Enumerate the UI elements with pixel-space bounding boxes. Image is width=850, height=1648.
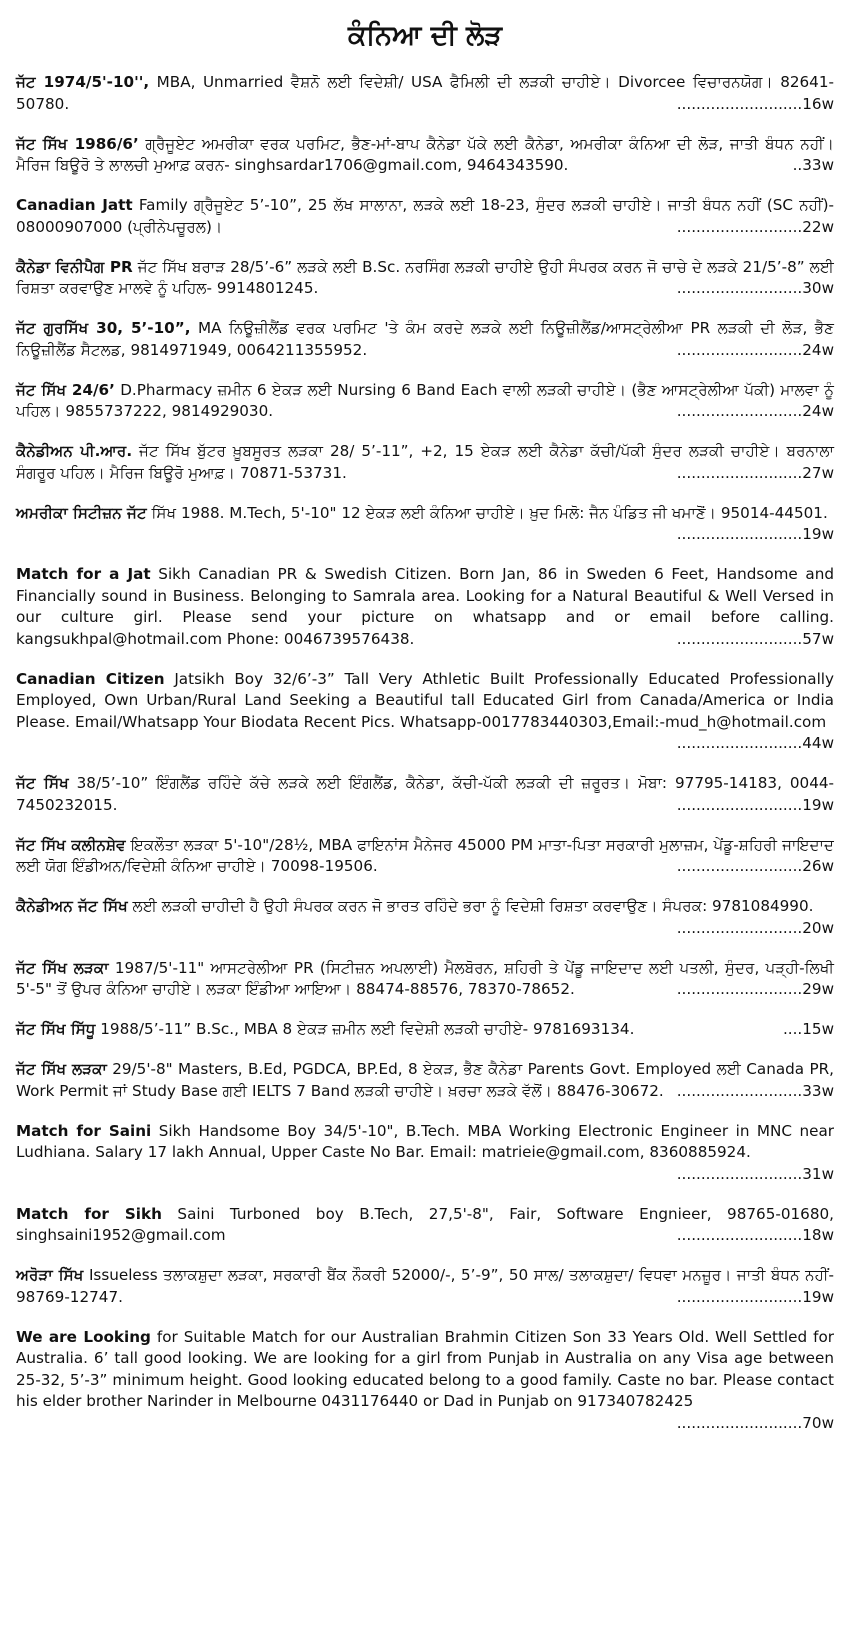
classified-ad	[16, 380, 834, 423]
ad-ref: ..........................20w	[676, 918, 834, 937]
ad-lead: ਜੱਟ ਸਿੱਖ ਲੜਕਾ	[16, 1060, 107, 1078]
ad-lead: ਕੈਨੇਡੀਅਨ ਪੀ.ਆਰ.	[16, 442, 133, 460]
ad-ref: ..........................30w	[676, 279, 834, 297]
classified-ad	[16, 441, 834, 484]
classified-ad	[16, 773, 834, 816]
ad-ref: ..........................16w	[676, 94, 834, 113]
classified-ad	[16, 318, 834, 361]
ad-lead: ਅਰੋੜਾ ਸਿੱਖ	[16, 1266, 84, 1284]
ad-body: D.Pharmacy ਜ਼ਮੀਨ 6 ਏਕੜ ਲਈ Nursing 6 Band Each ਵਾਲੀ ਲੜਕੀ ਚਾਹੀਏ। (ਭੈਣ ਆਸਟ੍ਰੇਲੀਆ ਪੱਕੀ) ਮਾਲਵਾ ਨੂੰ ਪਹਿਲ। 9855737222, 9814929030.	[16, 380, 834, 420]
ad-ref: ..........................19w	[676, 795, 834, 814]
ad-ref: ..........................24w	[676, 402, 834, 420]
ad-ref: ..........................19w	[676, 525, 834, 543]
ad-body: Jatsikh Boy 32/6’-3” Tall Very Athletic Built Professionally Educated Professionally Employed, Own Urban/Rural Land Seeking a Beautiful tall Educated Girl from Canada/America or India Please. Email/Whatsapp Your Biodata Recent Pics. Whatsapp-0017783440303,Email:-mud_h@hotmail.com	[16, 669, 834, 731]
ad-lead: ਜੱਟ ਸਿੱਖ ਸਿੱਧੂ	[16, 1020, 96, 1038]
ad-lead: ਜੱਟ ਸਿੱਖ	[16, 774, 69, 792]
page-title: ਕੰਨਿਆ ਦੀ ਲੋੜ	[347, 20, 503, 51]
classified-ad	[16, 896, 834, 939]
ad-lead: ਅਮਰੀਕਾ ਸਿਟੀਜ਼ਨ ਜੱਟ	[16, 503, 147, 522]
classified-ad	[16, 835, 834, 878]
ad-lead: ਕੈਨੇਡੀਅਨ ਜੱਟ ਸਿੱਖ	[16, 897, 128, 915]
ad-ref: ..........................26w	[676, 857, 834, 875]
classified-ad	[16, 1204, 834, 1247]
ad-body: 1987/5'-11" ਆਸਟਰੇਲੀਆ PR (ਸਿਟੀਜ਼ਨ ਅਪਲਾਈ) ਮੈਲਬੋਰਨ, ਸ਼ਹਿਰੀ ਤੇ ਪੇਂਡੂ ਜਾਇਦਾਦ ਲਈ ਪਤਲੀ, ਸੁੰਦਰ, ਪੜ੍ਹੀ-ਲਿਖੀ 5'-5" ਤੋਂ ਉਪਰ ਕੰਨਿਆ ਚਾਹੀਏ। ਲੜਕਾ ਇੰਡੀਆ ਆਇਆ। 88474-88576, 78370-78652.	[16, 958, 835, 998]
ad-body: ਜੱਟ ਸਿੱਖ ਬੁੱਟਰ ਖ਼ੂਬਸੂਰਤ ਲੜਕਾ 28/ 5’-11”, +2, 15 ਏਕੜ ਲਈ ਕੈਨੇਡਾ ਕੱਚੀ/ਪੱਕੀ ਸੁੰਦਰ ਲੜਕੀ ਚਾਹੀਏ। ਬਰਨਾਲਾ ਸੰਗਰੂਰ ਪਹਿਲ। ਮੈਰਿਜ ਬਿਊਰੋ ਮੁਆਫ਼। 70871-53731.	[16, 442, 834, 482]
ad-body: MBA, Unmarried ਵੈਸ਼ਨੋ ਲਈ ਵਿਦੇਸ਼ੀ/ USA ਫੈਮਿਲੀ ਦੀ ਲੜਕੀ ਚਾਹੀਏ। Divorcee ਵਿਚਾਰਨਯੋਗ। 82641-50780.	[16, 73, 834, 113]
classified-ad	[16, 1121, 834, 1186]
ad-body: ਸਿੱਖ 1988. M.Tech, 5'-10" 12 ਏਕੜ ਲਈ ਕੰਨਿਆ ਚਾਹੀਏ। ਖ਼ੁਦ ਮਿਲੋ: ਜੈਨ ਪੰਡਿਤ ਜੀ ਖਮਾਣੋਂ। 95014-44501.	[146, 503, 828, 522]
ad-body: for Suitable Match for our Australian Brahmin Citizen Son 33 Years Old. Well Settled for Australia. 6’ tall good looking. We are looking for a girl from Punjab in Australia on any Visa age between 25-32, 5’-3” minimum height. Good looking educated belong to a good family. Caste no bar. Please contact his elder brother Narinder in Melbourne 0431176440 or Dad in Punjab on 917340782425	[16, 1327, 834, 1410]
ad-lead: ਕੈਨੇਡਾ ਵਿਨੀਪੈਗ PR	[16, 257, 133, 276]
classified-ad	[16, 958, 834, 1001]
ad-lead: ਜੱਟ ਸਿੱਖ 24/6’	[16, 380, 115, 399]
ad-lead: Canadian Jatt	[16, 196, 133, 214]
classified-ad	[16, 257, 834, 300]
classified-ad	[16, 195, 834, 238]
ad-body: Issueless ਤਲਾਕਸ਼ੁਦਾ ਲੜਕਾ, ਸਰਕਾਰੀ ਬੈਂਕ ਨੌਕਰੀ 52000/-, 5’-9”, 50 ਸਾਲ/ ਤਲਾਕਸ਼ੁਦਾ/ ਵਿਧਵਾ ਮਨਜ਼ੂਰ। ਜਾਤੀ ਬੰਧਨ ਨਹੀਂ- 98769-12747.	[16, 1266, 834, 1306]
ad-body: ਇਕਲੌਤਾ ਲੜਕਾ 5'-10"/28½, MBA ਫਾਇਨਾਂਸ ਮੈਨੇਜਰ 45000 PM ਮਾਤਾ-ਪਿਤਾ ਸਰਕਾਰੀ ਮੁਲਾਜ਼ਮ, ਪੇਂਡੂ-ਸ਼ਹਿਰੀ ਜਾਇਦਾਦ ਲਈ ਯੋਗ ਇੰਡੀਅਨ/ਵਿਦੇਸ਼ੀ ਕੰਨਿਆ ਚਾਹੀਏ। 70098-19506.	[16, 835, 834, 875]
ad-lead: ਜੱਟ ਸਿੱਖ ਕਲੀਨਸ਼ੇਵ	[16, 835, 126, 854]
ad-lead: ਜੱਟ ਸਿੱਖ ਲੜਕਾ	[16, 958, 109, 977]
classified-ad	[16, 134, 834, 177]
ad-body: Family ਗ੍ਰੈਜੂਏਟ 5’-10”, 25 ਲੱਖ ਸਾਲਾਨਾ, ਲੜਕੇ ਲਈ 18-23, ਸੁੰਦਰ ਲੜਕੀ ਚਾਹੀਏ। ਜਾਤੀ ਬੰਧਨ ਨਹੀਂ (SC ਨਹੀਂ)- 08000907000 (ਪ੍ਰੀਨੇਪਚੂਰਲ)।	[16, 196, 834, 236]
classified-ad	[16, 1265, 834, 1308]
ad-ref: ..........................22w	[676, 217, 834, 236]
ad-body: Saini Turboned boy B.Tech, 27,5'-8", Fair, Software Engnieer, 98765-01680, singhsaini1952@gmail.com	[16, 1204, 834, 1244]
ad-lead: ਜੱਟ ਸਿੱਖ 1986/6’	[16, 134, 139, 153]
ad-body: 1988/5’-11” B.Sc., MBA 8 ਏਕੜ ਜ਼ਮੀਨ ਲਈ ਵਿਦੇਸ਼ੀ ਲੜਕੀ ਚਾਹੀਏ- 9781693134.	[95, 1020, 635, 1038]
ad-ref: ..........................29w	[676, 980, 834, 998]
classified-ad	[16, 1059, 834, 1102]
ad-ref: ..........................33w	[676, 1081, 834, 1100]
ad-body: MA ਨਿਊਜ਼ੀਲੈਂਡ ਵਰਕ ਪਰਮਿਟ 'ਤੇ ਕੰਮ ਕਰਦੇ ਲੜਕੇ ਲਈ ਨਿਊਜ਼ੀਲੈਂਡ/ਆਸਟ੍ਰੇਲੀਆ PR ਲੜਕੀ ਦੀ ਲੋੜ, ਭੈਣ ਨਿਊਜ਼ੀਲੈਂਡ ਸੈਟਲਡ, 9814971949, 0064211355952.	[16, 319, 834, 359]
ad-lead: Canadian Citizen	[16, 669, 165, 688]
ad-ref: ..........................57w	[676, 629, 834, 648]
classified-ad	[16, 1019, 834, 1041]
ad-ref: ....15w	[782, 1020, 834, 1038]
ad-body: 38/5’-10” ਇੰਗਲੈਂਡ ਰਹਿੰਦੇ ਕੱਚੇ ਲੜਕੇ ਲਈ ਇੰਗਲੈਂਡ, ਕੈਨੇਡਾ, ਕੱਚੀ-ਪੱਕੀ ਲੜਕੀ ਦੀ ਜ਼ਰੂਰਤ। ਮੋਬਾ: 97795-14183, 0044-7450232015.	[16, 774, 834, 814]
ad-ref: ..........................31w	[676, 1164, 834, 1183]
ad-ref: ..........................44w	[676, 734, 834, 752]
ad-ref: ..33w	[792, 156, 834, 174]
ad-ref: ..........................18w	[676, 1226, 834, 1244]
ad-body: ਜੱਟ ਸਿੱਖ ਬਰਾੜ 28/5’-6” ਲੜਕੇ ਲਈ B.Sc. ਨਰਸਿੰਗ ਲੜਕੀ ਚਾਹੀਏ ਉਹੀ ਸੰਪਰਕ ਕਰਨ ਜੋ ਚਾਚੇ ਦੇ ਲੜਕੇ 21/5’-8” ਲਈ ਰਿਸ਼ਤਾ ਕਰਵਾਉਣ ਮਾਲਵੇ ਨੂੰ ਪਹਿਲ- 9914801245.	[16, 257, 835, 297]
ad-lead: Match for Saini	[16, 1121, 152, 1140]
ad-body: 29/5'-8" Masters, B.Ed, PGDCA, BP.Ed, 8 ਏਕੜ, ਭੈਣ ਕੈਨੇਡਾ Parents Govt. Employed ਲਈ Canada PR, Work Permit ਜਾਂ Study Base ਗਈ IELTS 7 Band ਲੜਕੀ ਚਾਹੀਏ। ਖ਼ਰਚਾ ਲੜਕੇ ਵੱਲੋਂ। 88476-30672.	[16, 1060, 835, 1100]
ads-list	[16, 72, 834, 1434]
ad-ref: ..........................70w	[676, 1413, 834, 1432]
classified-ad	[16, 564, 834, 650]
ad-ref: ..........................27w	[676, 463, 834, 482]
classified-ad	[16, 72, 834, 115]
ad-ref: ..........................24w	[676, 340, 834, 359]
ad-lead: Match for a Jat	[16, 565, 151, 583]
ad-lead: Match for Sikh	[16, 1204, 162, 1223]
classified-ad	[16, 503, 834, 546]
ad-body: Sikh Handsome Boy 34/5'-10", B.Tech. MBA Working Electronic Engineer in MNC near Ludhiana. Salary 17 lakh Annual, Upper Caste No Bar. Email: matrieie@gmail.com, 8360885924.	[16, 1121, 834, 1161]
classified-ad	[16, 669, 834, 755]
ad-lead: ਜੱਟ ਗੁਰਸਿੱਖ 30, 5’-10”,	[16, 319, 191, 337]
ad-body: ਲਈ ਲੜਕੀ ਚਾਹੀਦੀ ਹੈ ਉਹੀ ਸੰਪਰਕ ਕਰਨ ਜੋ ਭਾਰਤ ਰਹਿੰਦੇ ਭਰਾ ਨੂੰ ਵਿਦੇਸ਼ੀ ਰਿਸ਼ਤਾ ਕਰਵਾਉਣ। ਸੰਪਰਕ: 9781084990.	[127, 897, 814, 915]
classified-ad	[16, 1327, 834, 1435]
ad-lead: We are Looking	[16, 1327, 151, 1346]
ad-ref: ..........................19w	[676, 1287, 834, 1306]
ad-lead: ਜੱਟ 1974/5'-10'',	[16, 73, 150, 91]
ad-body: ਗ੍ਰੈਜੂਏਟ ਅਮਰੀਕਾ ਵਰਕ ਪਰਮਿਟ, ਭੈਣ-ਮਾਂ-ਬਾਪ ਕੈਨੇਡਾ ਪੱਕੇ ਲਈ ਕੈਨੇਡਾ, ਅਮਰੀਕਾ ਕੰਨਿਆ ਦੀ ਲੋੜ, ਜਾਤੀ ਬੰਧਨ ਨਹੀਂ। ਮੈਰਿਜ ਬਿਊਰੋ ਤੇ ਲਾਲਚੀ ਮੁਆਫ਼ ਕਰਨ- singhsardar1706@gmail.com, 9464343590.	[16, 134, 834, 174]
ad-body: Sikh Canadian PR & Swedish Citizen. Born Jan, 86 in Sweden 6 Feet, Handsome and Financially sound in Business. Belonging to Samrala area. Looking for a Natural Beautiful & Well Versed in our culture girl. Please send your picture on whatsapp and or email before calling. kangsukhpal@hotmail.com Phone: 0046739576438.	[16, 565, 834, 648]
